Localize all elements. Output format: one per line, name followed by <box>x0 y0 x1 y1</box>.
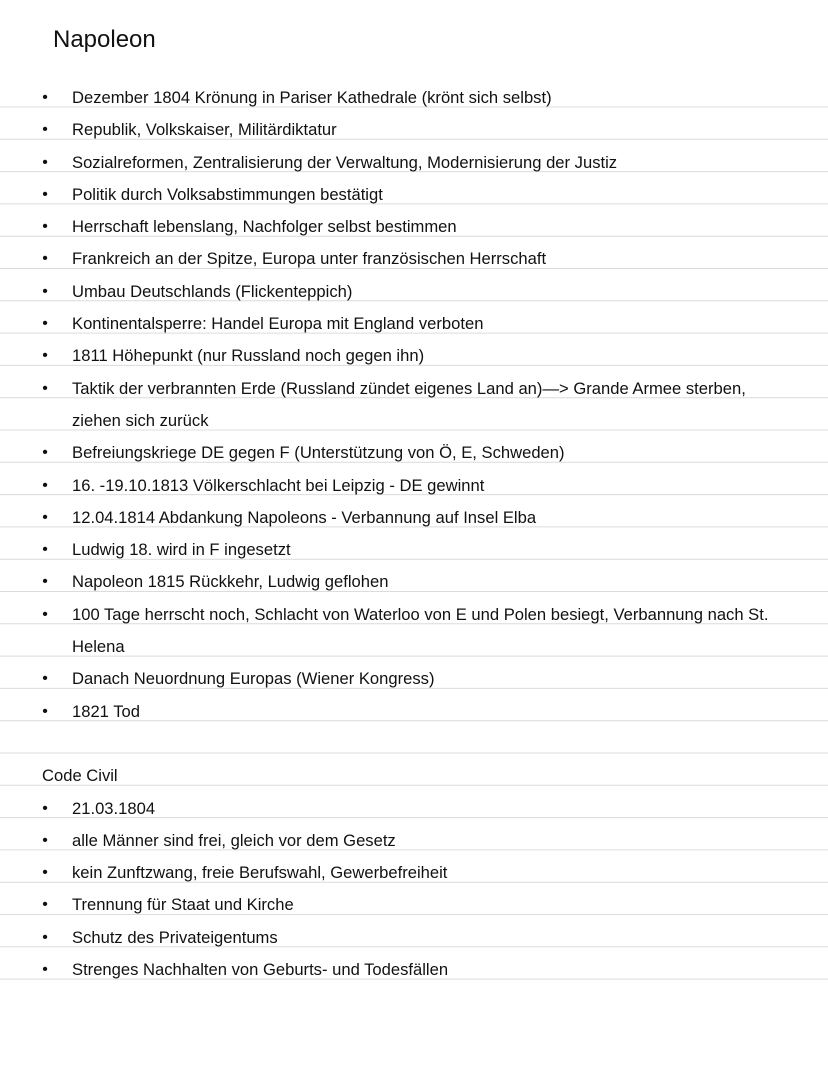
bullet-icon: • <box>42 864 48 882</box>
list-item <box>0 922 828 954</box>
bullet-icon: • <box>42 573 48 591</box>
bullet-icon: • <box>42 282 48 300</box>
bullet-icon: • <box>42 347 48 365</box>
bullet-icon: • <box>42 218 48 236</box>
list-item-text: 16. -19.10.1813 Völkerschlacht bei Leipzig - DE gewinnt <box>72 475 485 495</box>
list-item-text: Sozialreformen, Zentralisierung der Verwaltung, Modernisierung der Justiz <box>72 152 618 172</box>
list-item-text: Trennung für Staat und Kirche <box>72 895 294 915</box>
list-item <box>0 114 828 146</box>
list-item <box>0 793 828 825</box>
bullet-icon: • <box>42 121 48 139</box>
bullet-icon: • <box>42 702 48 720</box>
list-item <box>0 437 828 469</box>
bullet-icon: • <box>42 670 48 688</box>
bullet-icon: • <box>42 185 48 203</box>
list-item <box>0 211 828 243</box>
list-item <box>0 663 828 695</box>
list-item-text: alle Männer sind frei, gleich vor dem Gesetz <box>72 830 396 850</box>
list-item <box>0 308 828 340</box>
bullet-icon: • <box>42 379 48 397</box>
bullet-icon: • <box>42 896 48 914</box>
list-item <box>0 373 828 438</box>
list-item <box>0 889 828 921</box>
section-spacer <box>0 728 828 760</box>
list-item-text: kein Zunftzwang, freie Berufswahl, Gewerbefreiheit <box>72 863 448 883</box>
list-item <box>0 276 828 308</box>
list-item <box>0 179 828 211</box>
list-item-text: Danach Neuordnung Europas (Wiener Kongress) <box>72 669 435 689</box>
list-item-text: Kontinentalsperre: Handel Europa mit England verboten <box>72 314 484 334</box>
page-title: Napoleon <box>53 26 156 53</box>
list-item-text: Schutz des Privateigentums <box>72 927 278 947</box>
list-item-text: Frankreich an der Spitze, Europa unter französischen Herrschaft <box>72 249 547 269</box>
list-item-text: 1811 Höhepunkt (nur Russland noch gegen ihn) <box>72 346 425 366</box>
bullet-icon: • <box>42 928 48 946</box>
code-civil-bullet-list <box>0 793 828 987</box>
list-item <box>0 340 828 372</box>
list-item-text: 100 Tage herrscht noch, Schlacht von Waterloo von E und Polen besiegt, Verbannung nach St. Helena <box>72 604 769 657</box>
bullet-icon: • <box>42 444 48 462</box>
list-item <box>0 954 828 986</box>
bullet-icon: • <box>42 476 48 494</box>
list-item <box>0 696 828 728</box>
list-item-text: 1821 Tod <box>72 701 140 721</box>
bullet-icon: • <box>42 605 48 623</box>
notes-list <box>0 82 828 986</box>
bullet-icon: • <box>42 508 48 526</box>
bullet-icon: • <box>42 831 48 849</box>
bullet-icon: • <box>42 799 48 817</box>
list-item-text: 21.03.1804 <box>72 798 156 818</box>
list-item <box>0 470 828 502</box>
list-item <box>0 243 828 275</box>
list-item <box>0 502 828 534</box>
bullet-icon: • <box>42 153 48 171</box>
bullet-icon: • <box>42 89 48 106</box>
list-item-text: Befreiungskriege DE gegen F (Unterstützung von Ö, E, Schweden) <box>72 443 565 463</box>
list-item-text: Republik, Volkskaiser, Militärdiktatur <box>72 120 337 140</box>
bullet-icon: • <box>42 961 48 979</box>
list-item <box>0 534 828 566</box>
code-civil-heading: Code Civil <box>42 766 118 786</box>
list-item-text: Umbau Deutschlands (Flickenteppich) <box>72 281 353 301</box>
list-item-text: Ludwig 18. wird in F ingesetzt <box>72 540 291 560</box>
list-item <box>0 825 828 857</box>
napoleon-bullet-list <box>0 82 828 728</box>
list-item-text: Napoleon 1815 Rückkehr, Ludwig geflohen <box>72 572 389 592</box>
list-item <box>0 566 828 598</box>
bullet-icon: • <box>42 250 48 268</box>
list-item-text: Taktik der verbrannten Erde (Russland zündet eigenes Land an)—> Grande Armee sterben, ziehen sich zurück <box>72 378 746 430</box>
list-item <box>0 599 828 664</box>
list-item <box>0 857 828 889</box>
list-item-text: 12.04.1814 Abdankung Napoleons - Verbannung auf Insel Elba <box>72 507 537 527</box>
list-item-text: Herrschaft lebenslang, Nachfolger selbst bestimmen <box>72 217 457 237</box>
list-item-text: Dezember 1804 Krönung in Pariser Kathedrale (krönt sich selbst) <box>72 88 552 107</box>
bullet-icon: • <box>42 541 48 559</box>
bullet-icon: • <box>42 315 48 333</box>
list-item-text: Politik durch Volksabstimmungen bestätigt <box>72 184 383 204</box>
list-item <box>0 147 828 179</box>
list-item <box>0 82 828 114</box>
list-item-text: Strenges Nachhalten von Geburts- und Todesfällen <box>72 960 449 980</box>
